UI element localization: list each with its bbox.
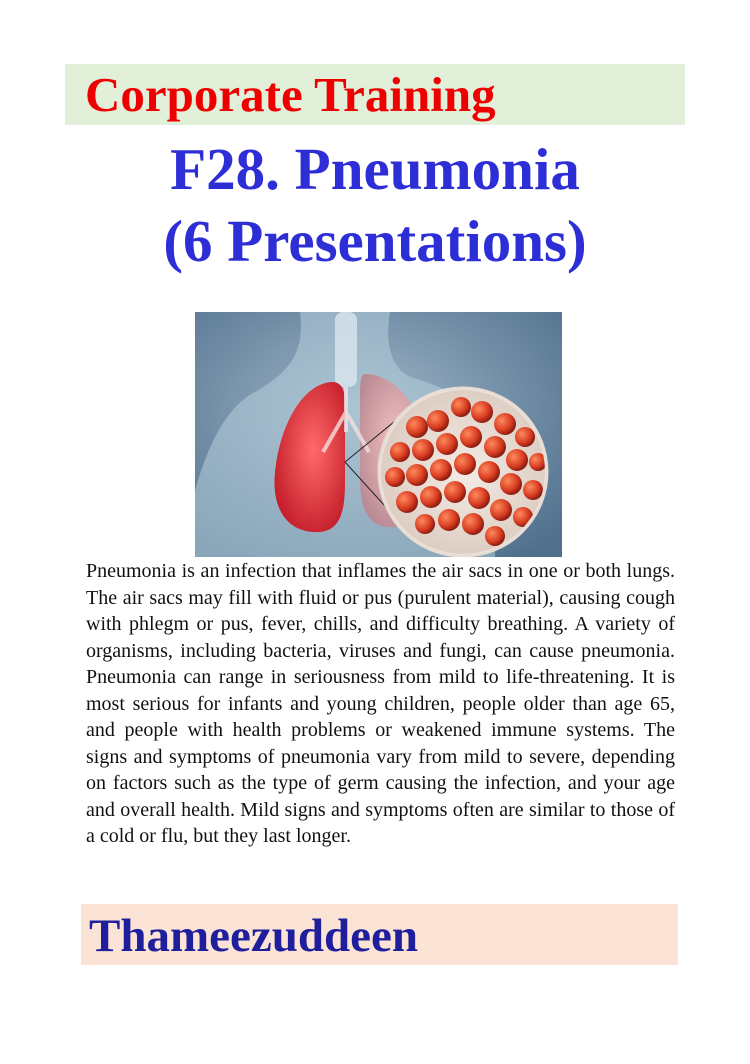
pneumonia-illustration — [195, 312, 562, 557]
description-paragraph: Pneumonia is an infection that inflames the air sacs in one or both lungs. The air sacs may fill with fluid or pus (purulent material), causing cough with phlegm or pus, fever, chills, and difficulty breathing. A variety of organisms, including bacteria, viruses and fungi, can cause pneumonia. Pneumonia can range in seriousness from mild to life-threatening. It is most serious for infants and young children, people older than age 65, and people with health problems or weakened immune systems. The signs and symptoms of pneumonia vary from mild to severe, depending on factors such as the type of germ causing the infection, and your age and overall health. Mild signs and symptoms often are similar to those of a cold or flu, but they last longer. — [86, 560, 675, 847]
author-name: Thameezuddeen — [89, 910, 418, 962]
page-subtitle: (6 Presentations) — [163, 208, 587, 274]
corporate-training-banner — [65, 64, 685, 125]
author-banner — [81, 904, 678, 965]
banner-label: Corporate Training — [85, 67, 496, 122]
page-title: F28. Pneumonia — [170, 136, 580, 202]
